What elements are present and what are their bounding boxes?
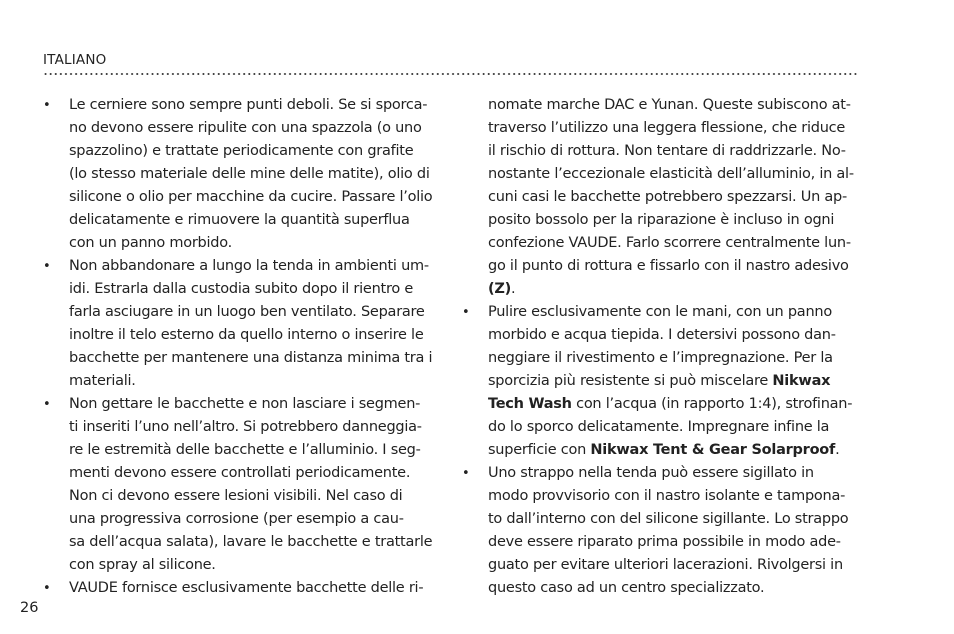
list-item-text: il rischio di rottura. Non tentare di raddrizzarle. No- [488,143,846,159]
bullet-icon: • [462,305,470,320]
list-item-text: morbido e acqua tiepida. I detersivi possono dan- [488,327,836,343]
product-name: Nikwax Tent & Gear Solarproof [590,442,836,458]
list-item-text: VAUDE fornisce esclusivamente bacchette delle ri- [69,580,424,596]
list-item-text: go il punto di rottura e fissarlo con il nastro adesivo [488,258,849,274]
list-item-text: no devono essere ripulite con una spazzola (o uno [69,120,422,136]
list-item [462,301,862,462]
page-number: 26 [20,600,39,616]
list-item-text: materiali. [69,373,136,389]
list-item-text: farla asciugare in un luogo ben ventilato. Separare [69,304,425,320]
list-item-text: neggiare il rivestimento e l’impregnazione. Per la [488,350,833,366]
list-item-text: to dall’interno con del silicone sigillante. Lo strappo [488,511,849,527]
list-item-text: spazzolino) e trattate periodicamente con grafite [69,143,414,159]
list-item-text: una progressiva corrosione (per esempio a cau- [69,511,404,527]
list-item [43,94,443,255]
list-item-text: confezione VAUDE. Farlo scorrere centralmente lun- [488,235,851,251]
list-item-text: con un panno morbido. [69,235,232,251]
right-column [462,94,862,600]
list-item-text: idi. Estrarla dalla custodia subito dopo il rientro e [69,281,414,297]
list-item-text: (Z). [488,281,516,297]
list-item-text: modo provvisorio con il nastro isolante e tampona- [488,488,846,504]
left-column [43,94,443,600]
bullet-icon: • [43,98,51,113]
list-item-text: Pulire esclusivamente con le mani, con un panno [488,304,832,320]
list-item-text: cuni casi le bacchette potrebbero spezzarsi. Un ap- [488,189,847,205]
list-item-text: nomate marche DAC e Yunan. Queste subiscono at- [488,97,851,113]
product-name: Tech Wash [488,396,572,412]
list-item-text: do lo sporco delicatamente. Impregnare infine la [488,419,830,435]
list-item-text: Uno strappo nella tenda può essere sigillato in [488,465,814,481]
dotted-divider [43,73,859,75]
list-item-text: menti devono essere controllati periodicamente. [69,465,411,481]
list-item-text: (lo stesso materiale delle mine delle matite), olio di [69,166,430,182]
list-item-text: sa dell’acqua salata), lavare le bacchette e trattarle [69,534,433,550]
list-item-text: delicatamente e rimuovere la quantità superflua [69,212,410,228]
list-item-text: Non abbandonare a lungo la tenda in ambienti um- [69,258,429,274]
list-item-text: traverso l’utilizzo una leggera flessione, che riduce [488,120,846,136]
list-item-text: guato per evitare ulteriori lacerazioni. Rivolgersi in [488,557,843,573]
bullet-icon: • [43,397,51,412]
list-item [43,393,443,577]
list-item-text: bacchette per mantenere una distanza minima tra i [69,350,433,366]
list-item-text: Le cerniere sono sempre punti deboli. Se si sporca- [69,97,428,113]
list-item [462,462,862,600]
list-item-text: ti inseriti l’uno nell’altro. Si potrebbero danneggia- [69,419,422,435]
list-item-text: con spray al silicone. [69,557,216,573]
list-item-text: Non gettare le bacchette e non lasciare i segmen- [69,396,421,412]
list-item-text: Tech Wash con l’acqua (in rapporto 1:4), strofinan- [488,396,853,412]
product-name: Nikwax [772,373,831,389]
bold-reference: (Z) [488,281,512,297]
bullet-icon: • [43,581,51,596]
list-item-text: nostante l’eccezionale elasticità dell’alluminio, in al- [488,166,854,182]
list-item [43,577,443,600]
list-item-text: Non ci devono essere lesioni visibili. Nel caso di [69,488,403,504]
list-item-text: sporcizia più resistente si può miscelare Nikwax [488,373,831,389]
list-item-text: re le estremità delle bacchette e l’alluminio. I seg- [69,442,421,458]
list-item-continuation [462,94,862,301]
list-item [43,255,443,393]
list-item-text: questo caso ad un centro specializzato. [488,580,765,596]
list-item-text: inoltre il telo esterno da quello interno o inserire le [69,327,424,343]
list-item-text: deve essere riparato prima possibile in modo ade- [488,534,841,550]
list-item-text: silicone o olio per macchine da cucire. Passare l’olio [69,189,433,205]
list-item-text: superficie con Nikwax Tent & Gear Solarproof. [488,442,840,458]
list-item-text: posito bossolo per la riparazione è incluso in ogni [488,212,835,228]
language-header: ITALIANO [43,52,107,68]
bullet-icon: • [43,259,51,274]
bullet-icon: • [462,466,470,481]
